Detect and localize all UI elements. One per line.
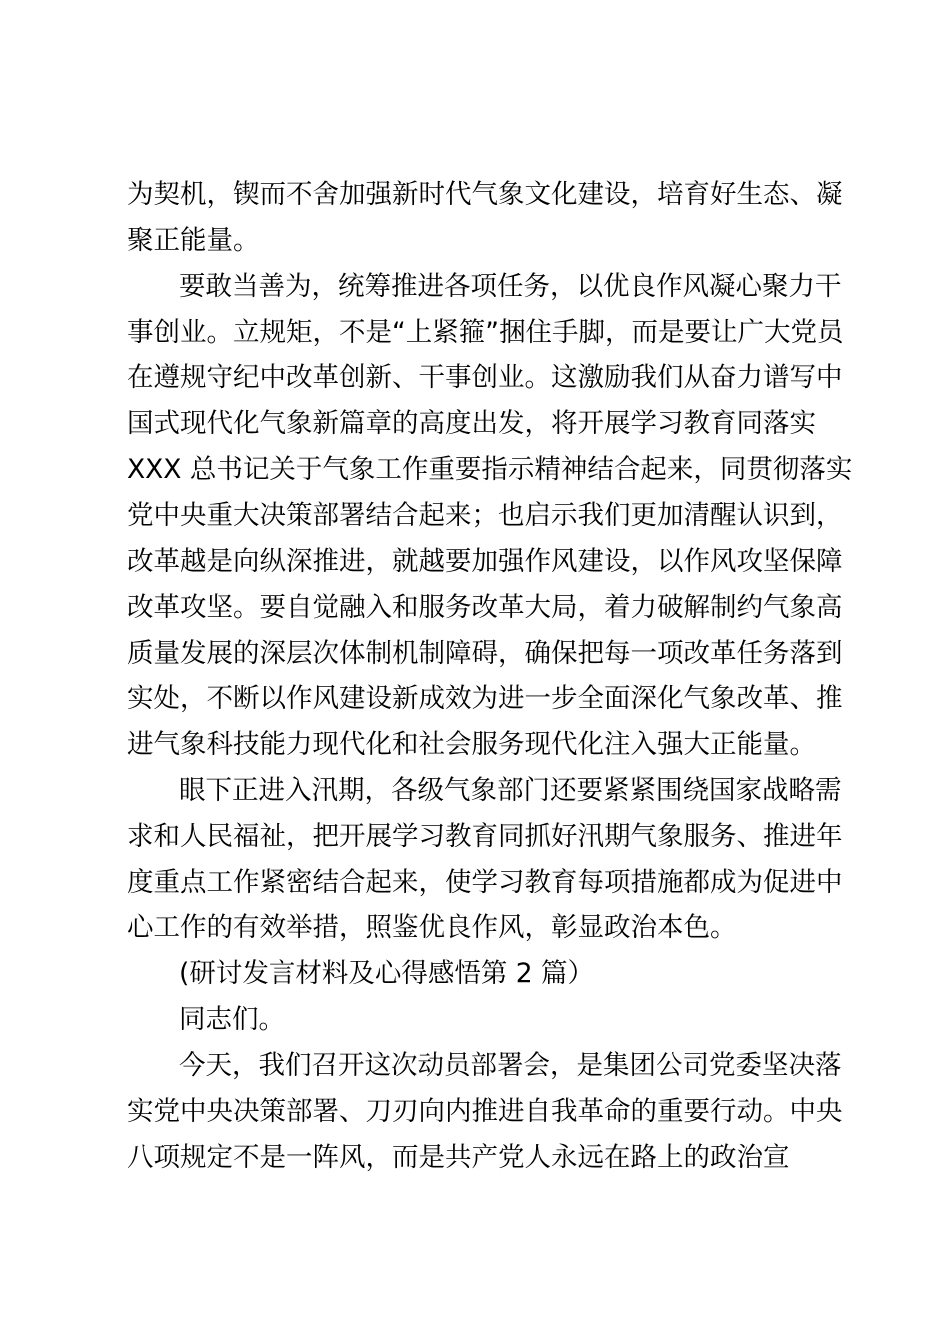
text-line: 求和人民福祉，把开展学习教育同抓好汛期气象服务、推进年 — [127, 821, 843, 852]
paragraph-start-line: 眼下正进入汛期，各级气象部门还要紧紧围绕国家战略需 — [179, 775, 842, 806]
text-line: 改革越是向纵深推进，就越要加强作风建设，以作风攻坚保障 — [127, 546, 843, 577]
section-heading: (研讨发言材料及心得感悟第 2 篇） — [179, 958, 595, 989]
text-line: XXX 总书记关于气象工作重要指示精神结合起来，同贯彻落实 — [127, 454, 853, 485]
salutation: 同志们。 — [179, 1004, 285, 1035]
text-line: 质量发展的深层次体制机制障碍，确保把每一项改革任务落到 — [127, 638, 843, 669]
text-line: 进气象科技能力现代化和社会服务现代化注入强大正能量。 — [127, 729, 816, 760]
paragraph-start-line: 今天，我们召开这次动员部署会，是集团公司党委坚决落 — [179, 1050, 842, 1081]
text-line: 党中央重大决策部署结合起来；也启示我们更加清醒认识到， — [127, 500, 843, 531]
text-line: 心工作的有效举措，照鉴优良作风，彰显政治本色。 — [127, 912, 737, 943]
text-line: 实党中央决策部署、刀刃向内推进自我革命的重要行动。中央 — [127, 1096, 843, 1127]
text-line: 度重点工作紧密结合起来，使学习教育每项措施都成为促进中 — [127, 867, 843, 898]
text-line: 在遵规守纪中改革创新、干事创业。这激励我们从奋力谱写中 — [127, 362, 843, 393]
text-line: 改革攻坚。要自觉融入和服务改革大局，着力破解制约气象高 — [127, 592, 843, 623]
text-line: 事创业。立规矩，不是“上紧箍”捆住手脚，而是要让广大党员 — [127, 317, 844, 348]
text-line: 八项规定不是一阵风，而是共产党人永远在路上的政治宣 — [127, 1142, 790, 1173]
paragraph-start-line: 要敢当善为，统筹推进各项任务，以优良作风凝心聚力干 — [179, 271, 842, 302]
text-line: 国式现代化气象新篇章的高度出发，将开展学习教育同落实 — [127, 408, 816, 439]
text-line: 聚正能量。 — [127, 225, 260, 256]
text-line: 为契机，锲而不舍加强新时代气象文化建设，培育好生态、凝 — [127, 179, 843, 210]
text-line: 实处，不断以作风建设新成效为进一步全面深化气象改革、推 — [127, 683, 843, 714]
